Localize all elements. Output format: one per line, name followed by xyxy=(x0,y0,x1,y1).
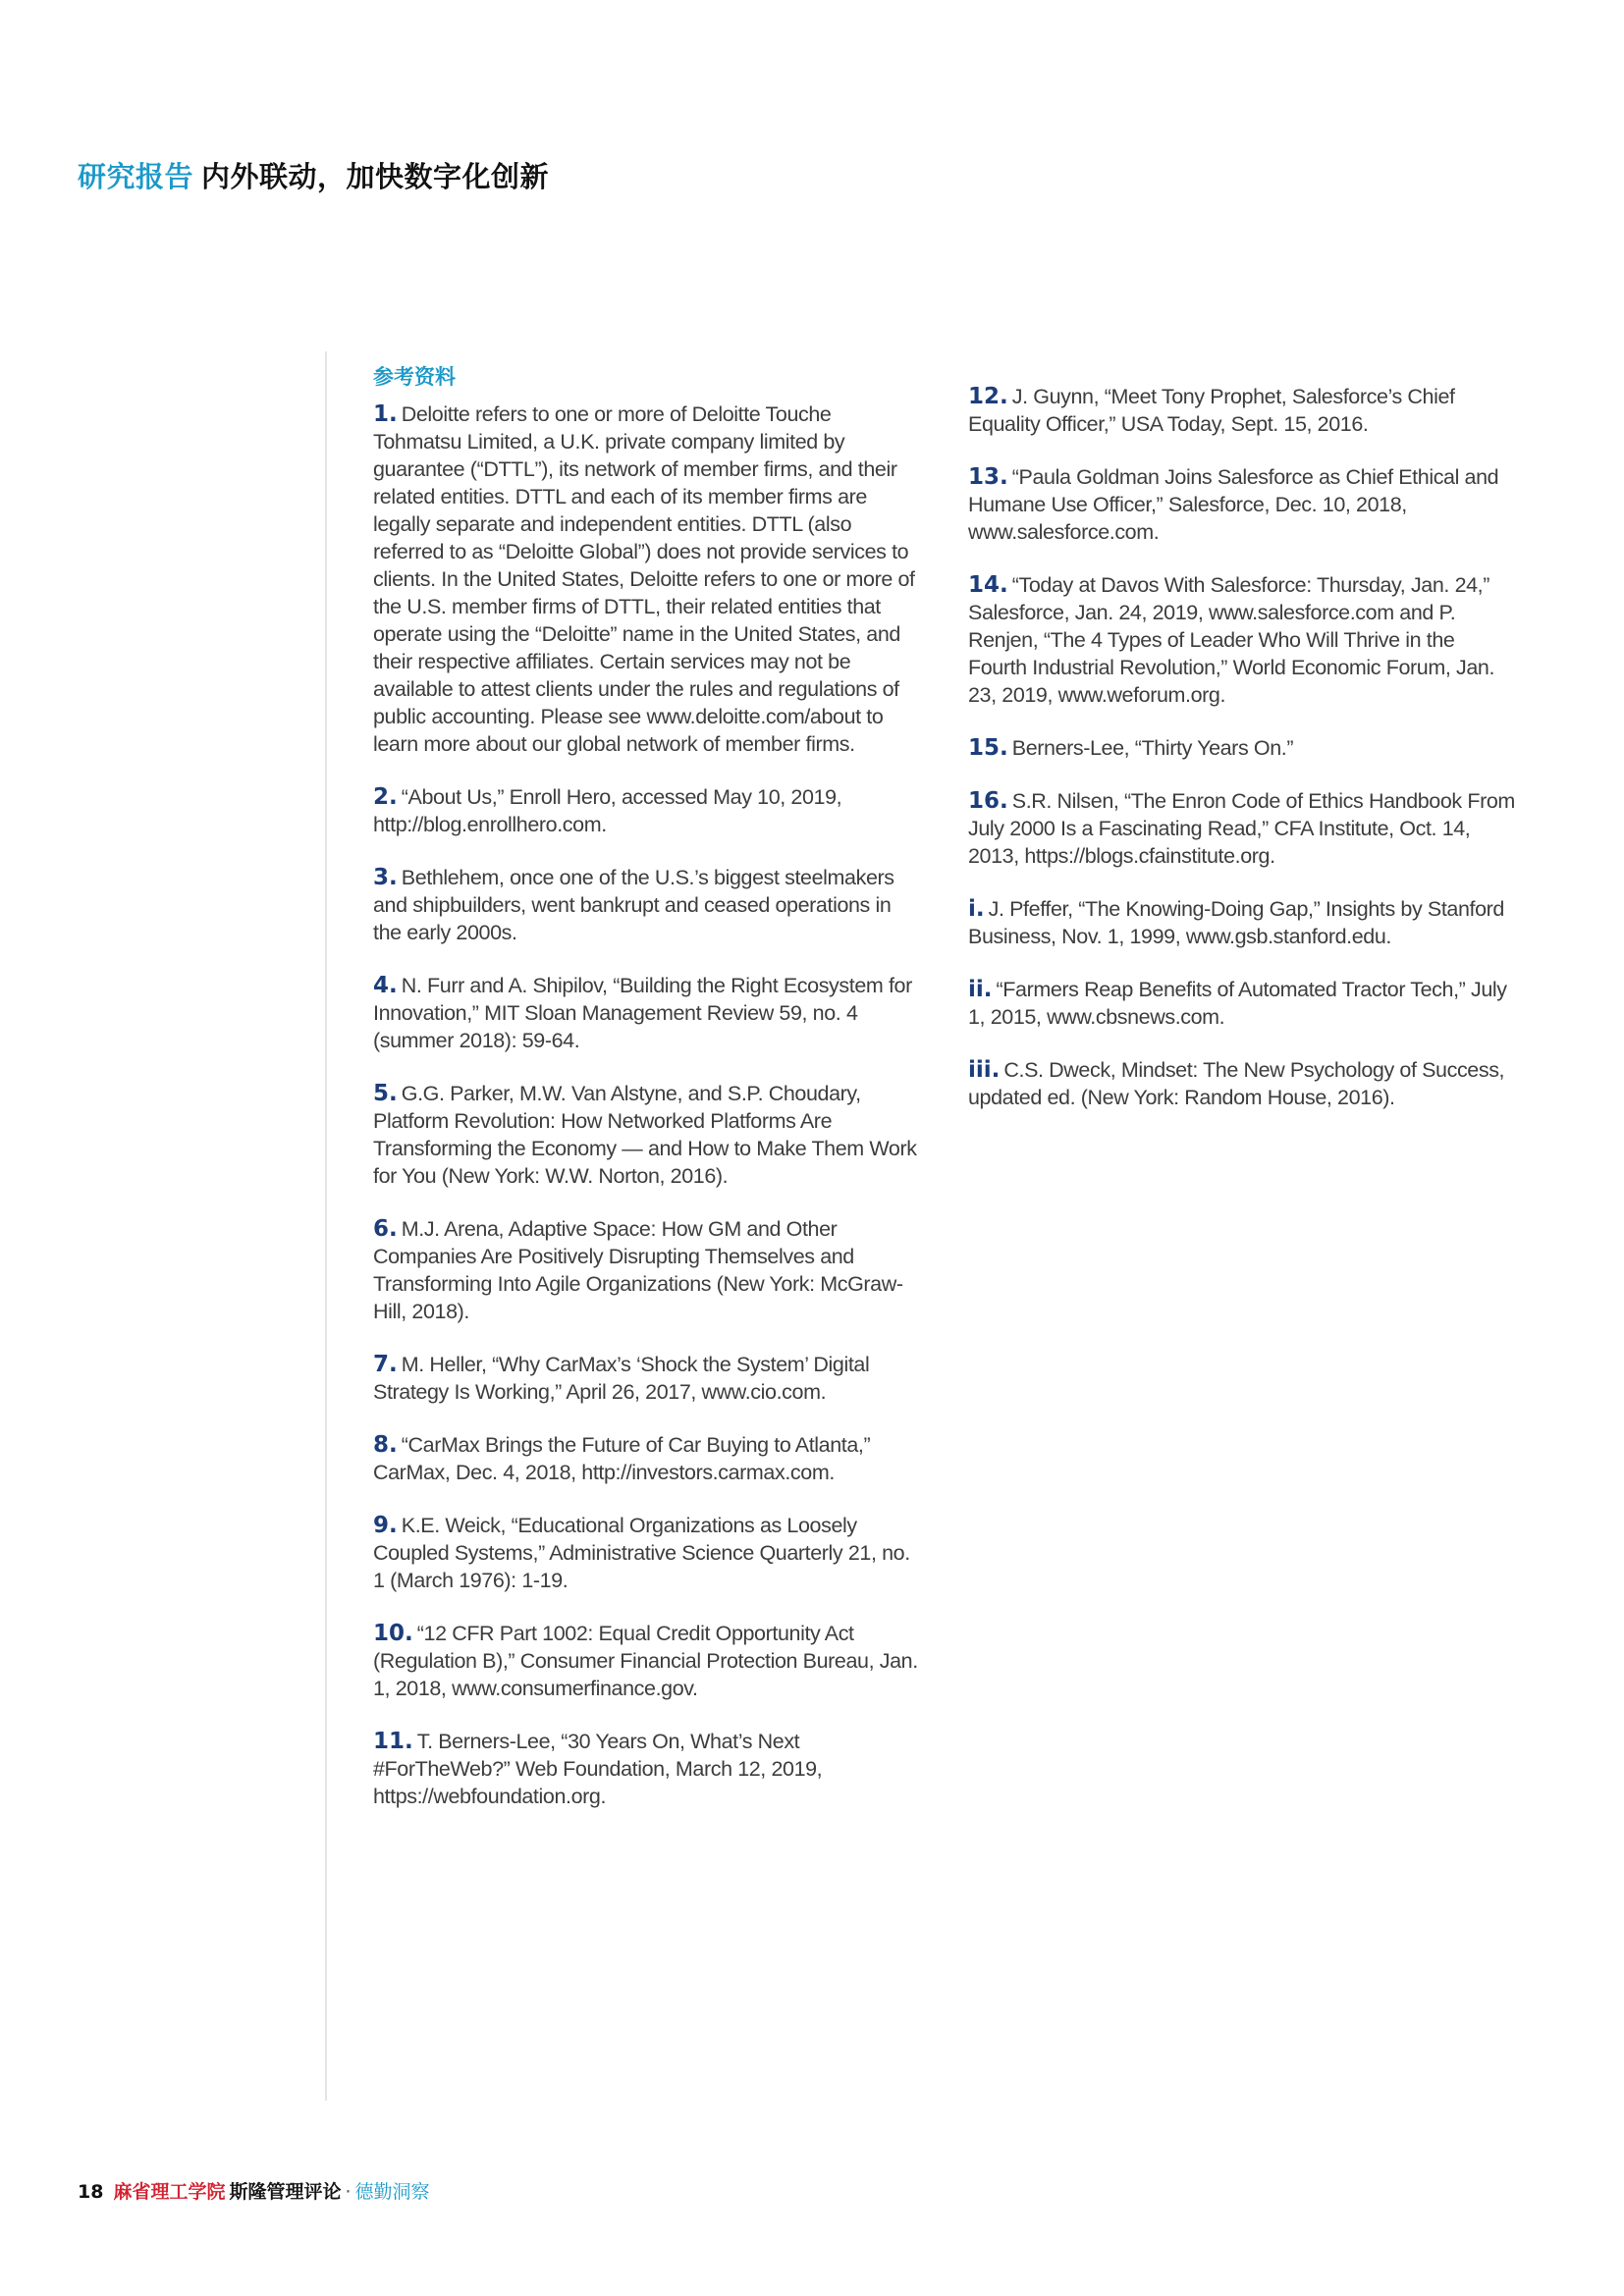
reference-item xyxy=(968,383,1518,438)
reference-item xyxy=(968,571,1518,709)
page-number: 18 xyxy=(78,2181,104,2203)
reference-text: S.R. Nilsen, “The Enron Code of Ethics Handbook From July 2000 Is a Fascinating Read,” CFA Institute, Oct. 14, 2013, https://blogs.cfainstitute.org. xyxy=(968,789,1515,868)
reference-number: 8. xyxy=(373,1432,398,1458)
reference-item xyxy=(373,1080,923,1190)
reference-number: 15. xyxy=(968,735,1008,761)
page-title: 内外联动，加快数字化创新 xyxy=(201,160,550,193)
reference-text: Berners-Lee, “Thirty Years On.” xyxy=(1011,736,1294,760)
reference-item xyxy=(373,783,923,838)
reference-text: C.S. Dweck, Mindset: The New Psychology of Success, updated ed. (New York: Random House, 2016). xyxy=(968,1058,1505,1109)
reference-number: i. xyxy=(968,896,985,922)
reference-number: 1. xyxy=(373,401,398,427)
reference-text: M. Heller, “Why CarMax’s ‘Shock the System’ Digital Strategy Is Working,” April 26, 2017, www.cio.com. xyxy=(373,1353,870,1404)
page-header xyxy=(78,155,549,195)
reference-text: G.G. Parker, M.W. Van Alstyne, and S.P. Choudary, Platform Revolution: How Networked Platforms Are Transforming the Economy — and How to Make Them Work for You (New York: W.W. Norton, 2016). xyxy=(373,1082,917,1188)
reference-text: N. Furr and A. Shipilov, “Building the Right Ecosystem for Innovation,” MIT Sloan Management Review 59, no. 4 (summer 2018): 59-64. xyxy=(373,974,912,1052)
reference-text: M.J. Arena, Adaptive Space: How GM and Other Companies Are Positively Disrupting Themselves and Transforming Into Agile Organizations (New York: McGraw-Hill, 2018). xyxy=(373,1217,903,1323)
footer-mit: 麻省理工学院 xyxy=(113,2181,226,2203)
reference-number: ii. xyxy=(968,977,993,1002)
reference-item xyxy=(373,1431,923,1486)
reference-number: 12. xyxy=(968,384,1008,409)
reference-text: J. Pfeffer, “The Knowing-Doing Gap,” Insights by Stanford Business, Nov. 1, 1999, www.gsb.stanford.edu. xyxy=(968,897,1504,948)
reference-number: 3. xyxy=(373,865,398,890)
reference-text: “Paula Goldman Joins Salesforce as Chief Ethical and Humane Use Officer,” Salesforce, Dec. 10, 2018, www.salesforce.com. xyxy=(968,465,1499,544)
reference-item xyxy=(373,1512,923,1594)
reference-number: 6. xyxy=(373,1216,398,1242)
reference-number: 13. xyxy=(968,464,1008,490)
reference-item xyxy=(373,972,923,1054)
reference-text: “CarMax Brings the Future of Car Buying to Atlanta,” CarMax, Dec. 4, 2018, http://investors.carmax.com. xyxy=(373,1433,871,1484)
reference-text: “Today at Davos With Salesforce: Thursday, Jan. 24,” Salesforce, Jan. 24, 2019, www.salesforce.com and P. Renjen, “The 4 Types of Leader Who Will Thrive in the Fourth Industrial Revolution,” World Economic Forum, Jan. 23, 2019, www.weforum.org. xyxy=(968,573,1495,707)
reference-number: 4. xyxy=(373,973,398,998)
reference-number: 5. xyxy=(373,1081,398,1106)
reference-text: K.E. Weick, “Educational Organizations as Loosely Coupled Systems,” Administrative Science Quarterly 21, no. 1 (March 1976): 1-19. xyxy=(373,1514,910,1592)
reference-number: 2. xyxy=(373,784,398,810)
page-footer xyxy=(78,2177,430,2204)
reference-item xyxy=(968,1056,1518,1111)
section-tag: 研究报告 xyxy=(78,160,194,193)
reference-list-right xyxy=(968,383,1518,1111)
reference-number: 10. xyxy=(373,1621,413,1646)
reference-text: J. Guynn, “Meet Tony Prophet, Salesforce’s Chief Equality Officer,” USA Today, Sept. 15, 2016. xyxy=(968,385,1455,436)
reference-item xyxy=(968,463,1518,546)
references-right-column xyxy=(968,383,1518,1137)
reference-text: “12 CFR Part 1002: Equal Credit Opportunity Act (Regulation B),” Consumer Financial Protection Bureau, Jan. 1, 2018, www.consumerfinance.gov. xyxy=(373,1622,918,1700)
references-left-column xyxy=(373,363,923,1836)
reference-number: 16. xyxy=(968,788,1008,814)
reference-item xyxy=(373,864,923,946)
footer-separator: · xyxy=(345,2181,352,2203)
footer-sloan: 斯隆管理评论 xyxy=(229,2181,342,2203)
reference-list-left xyxy=(373,400,923,1810)
reference-number: 14. xyxy=(968,572,1008,598)
reference-text: “Farmers Reap Benefits of Automated Tractor Tech,” July 1, 2015, www.cbsnews.com. xyxy=(968,978,1507,1029)
reference-item xyxy=(968,734,1518,762)
reference-text: Deloitte refers to one or more of Deloitte Touche Tohmatsu Limited, a U.K. private company limited by guarantee (“DTTL”), its network of member firms, and their related entities. DTTL and each of its member firms are legally separate and independent entities. DTTL (also referred to as “Deloitte Global”) does not provide services to clients. In the United States, Deloitte refers to one or more of the U.S. member firms of DTTL, their related entities that operate using the “Deloitte” name in the United States, and their respective affiliates. Certain services may not be available to attest clients under the rules and regulations of public accounting. Please see www.deloitte.com/about to learn more about our global network of member firms. xyxy=(373,402,915,756)
reference-item xyxy=(968,976,1518,1031)
references-heading: 参考资料 xyxy=(373,365,456,389)
column-divider xyxy=(325,351,327,2101)
reference-item xyxy=(373,1215,923,1325)
reference-number: 7. xyxy=(373,1352,398,1377)
reference-text: “About Us,” Enroll Hero, accessed May 10, 2019, http://blog.enrollhero.com. xyxy=(373,785,842,836)
footer-deloitte: 德勤洞察 xyxy=(354,2181,430,2203)
reference-item xyxy=(968,895,1518,950)
reference-item xyxy=(373,1728,923,1810)
reference-number: iii. xyxy=(968,1057,1001,1083)
reference-item xyxy=(373,1620,923,1702)
reference-number: 9. xyxy=(373,1513,398,1538)
reference-text: T. Berners-Lee, “30 Years On, What’s Next #ForTheWeb?” Web Foundation, March 12, 2019, https://webfoundation.org. xyxy=(373,1730,823,1808)
reference-item xyxy=(373,1351,923,1406)
reference-item xyxy=(968,787,1518,870)
reference-item xyxy=(373,400,923,758)
reference-number: 11. xyxy=(373,1729,413,1754)
reference-text: Bethlehem, once one of the U.S.’s biggest steelmakers and shipbuilders, went bankrupt and ceased operations in the early 2000s. xyxy=(373,866,894,944)
